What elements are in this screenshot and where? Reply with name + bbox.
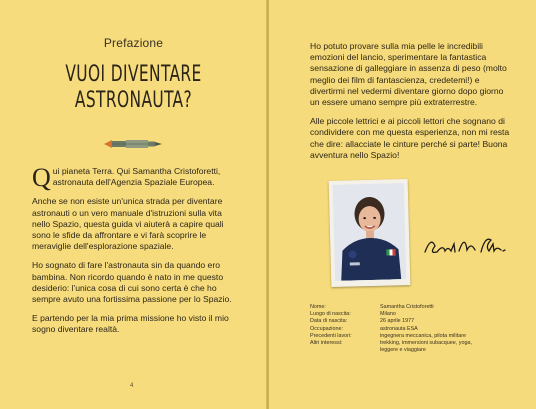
- paragraph-1: ui pianeta Terra. Qui Samantha Cristoforetti, astronauta dell'Agenzia Spaziale Europea.: [52, 166, 221, 188]
- rocket-illustration: [103, 137, 163, 151]
- right-paragraph-2: Alle piccole lettrici e ai piccoli lettori che sognano di condividere con me questa esperienza, non mi resta che dire: allacciate le cinture perché si parte! Buona avventura nello Spazio!: [310, 116, 510, 160]
- info-key: Data di nascita:: [310, 318, 348, 325]
- info-value: 26 aprile 1977: [380, 318, 415, 325]
- left-page: [0, 0, 267, 409]
- info-row: [310, 318, 490, 325]
- right-page: [269, 0, 536, 409]
- info-value: Samantha Cristoforetti: [380, 304, 434, 310]
- page-title: [29, 62, 237, 114]
- info-row: [310, 326, 490, 333]
- right-paragraph-1: Ho potuto provare sulla mia pelle le incredibili emozioni del lancio, sperimentare la fantastica sensazione di galleggiare in assenza di peso (molto meglio dei film di fantascienza, credetemi!) e divertirmi nel vedermi diventare giorno dopo giorno un essere umano sempre più extraterrestre.: [310, 41, 507, 108]
- paragraph-3: Ho sognato di fare l'astronauta sin da quando ero bambina. Non ricordo quando è nato in me questo desiderio: l'unica cosa di cui sono certa è che ho sempre avuto una fortissima passione per lo Spazio.: [32, 260, 232, 305]
- astronaut-photo-card: [329, 179, 411, 287]
- info-key: Precedenti lavori:: [310, 332, 352, 339]
- left-body-text: [32, 163, 237, 344]
- info-value: ingegnera meccanica, pilota militare: [380, 332, 466, 339]
- astronaut-portrait: [333, 183, 406, 281]
- section-kicker: Prefazione: [103, 36, 164, 50]
- info-row: [310, 304, 490, 311]
- info-row: [310, 333, 490, 340]
- intro-paragraph: [32, 163, 237, 192]
- info-value: trekking, immersioni subacquee, yoga, leggere e viaggiare: [380, 340, 472, 354]
- signature: [421, 232, 509, 262]
- paragraph-4: E partendo per la mia prima missione ho visto il mio sogno diventare realtà.: [32, 313, 229, 335]
- paragraph-2: Anche se non esiste un'unica strada per diventare astronauti o un vero manuale d'istruzioni sulla vita nello Spazio, questa guida vi aiuterà a capire quali sono le sfide da affrontare e vi farà scoprire le meraviglie dell'esplorazione spaziale.: [32, 196, 224, 252]
- info-key: Nome:: [310, 304, 326, 310]
- info-key: Luogo di nascita:: [310, 311, 351, 318]
- info-key: Altri interessi:: [310, 340, 343, 347]
- page-number: 4: [130, 383, 134, 389]
- info-key: Occupazione:: [310, 325, 343, 332]
- drop-cap: Q: [32, 163, 51, 192]
- rocket-icon: [104, 140, 162, 148]
- info-row: [310, 340, 490, 354]
- title-line-1: VUOI DIVENTARE: [65, 62, 202, 87]
- info-row: [310, 311, 490, 318]
- info-value: astronauta ESA: [380, 325, 418, 332]
- info-value: Milano: [380, 311, 396, 318]
- title-line-2: ASTRONAUTA?: [74, 88, 193, 113]
- astronaut-info-table: [310, 304, 490, 354]
- right-body-text: [310, 41, 512, 169]
- portrait-image: [333, 183, 406, 281]
